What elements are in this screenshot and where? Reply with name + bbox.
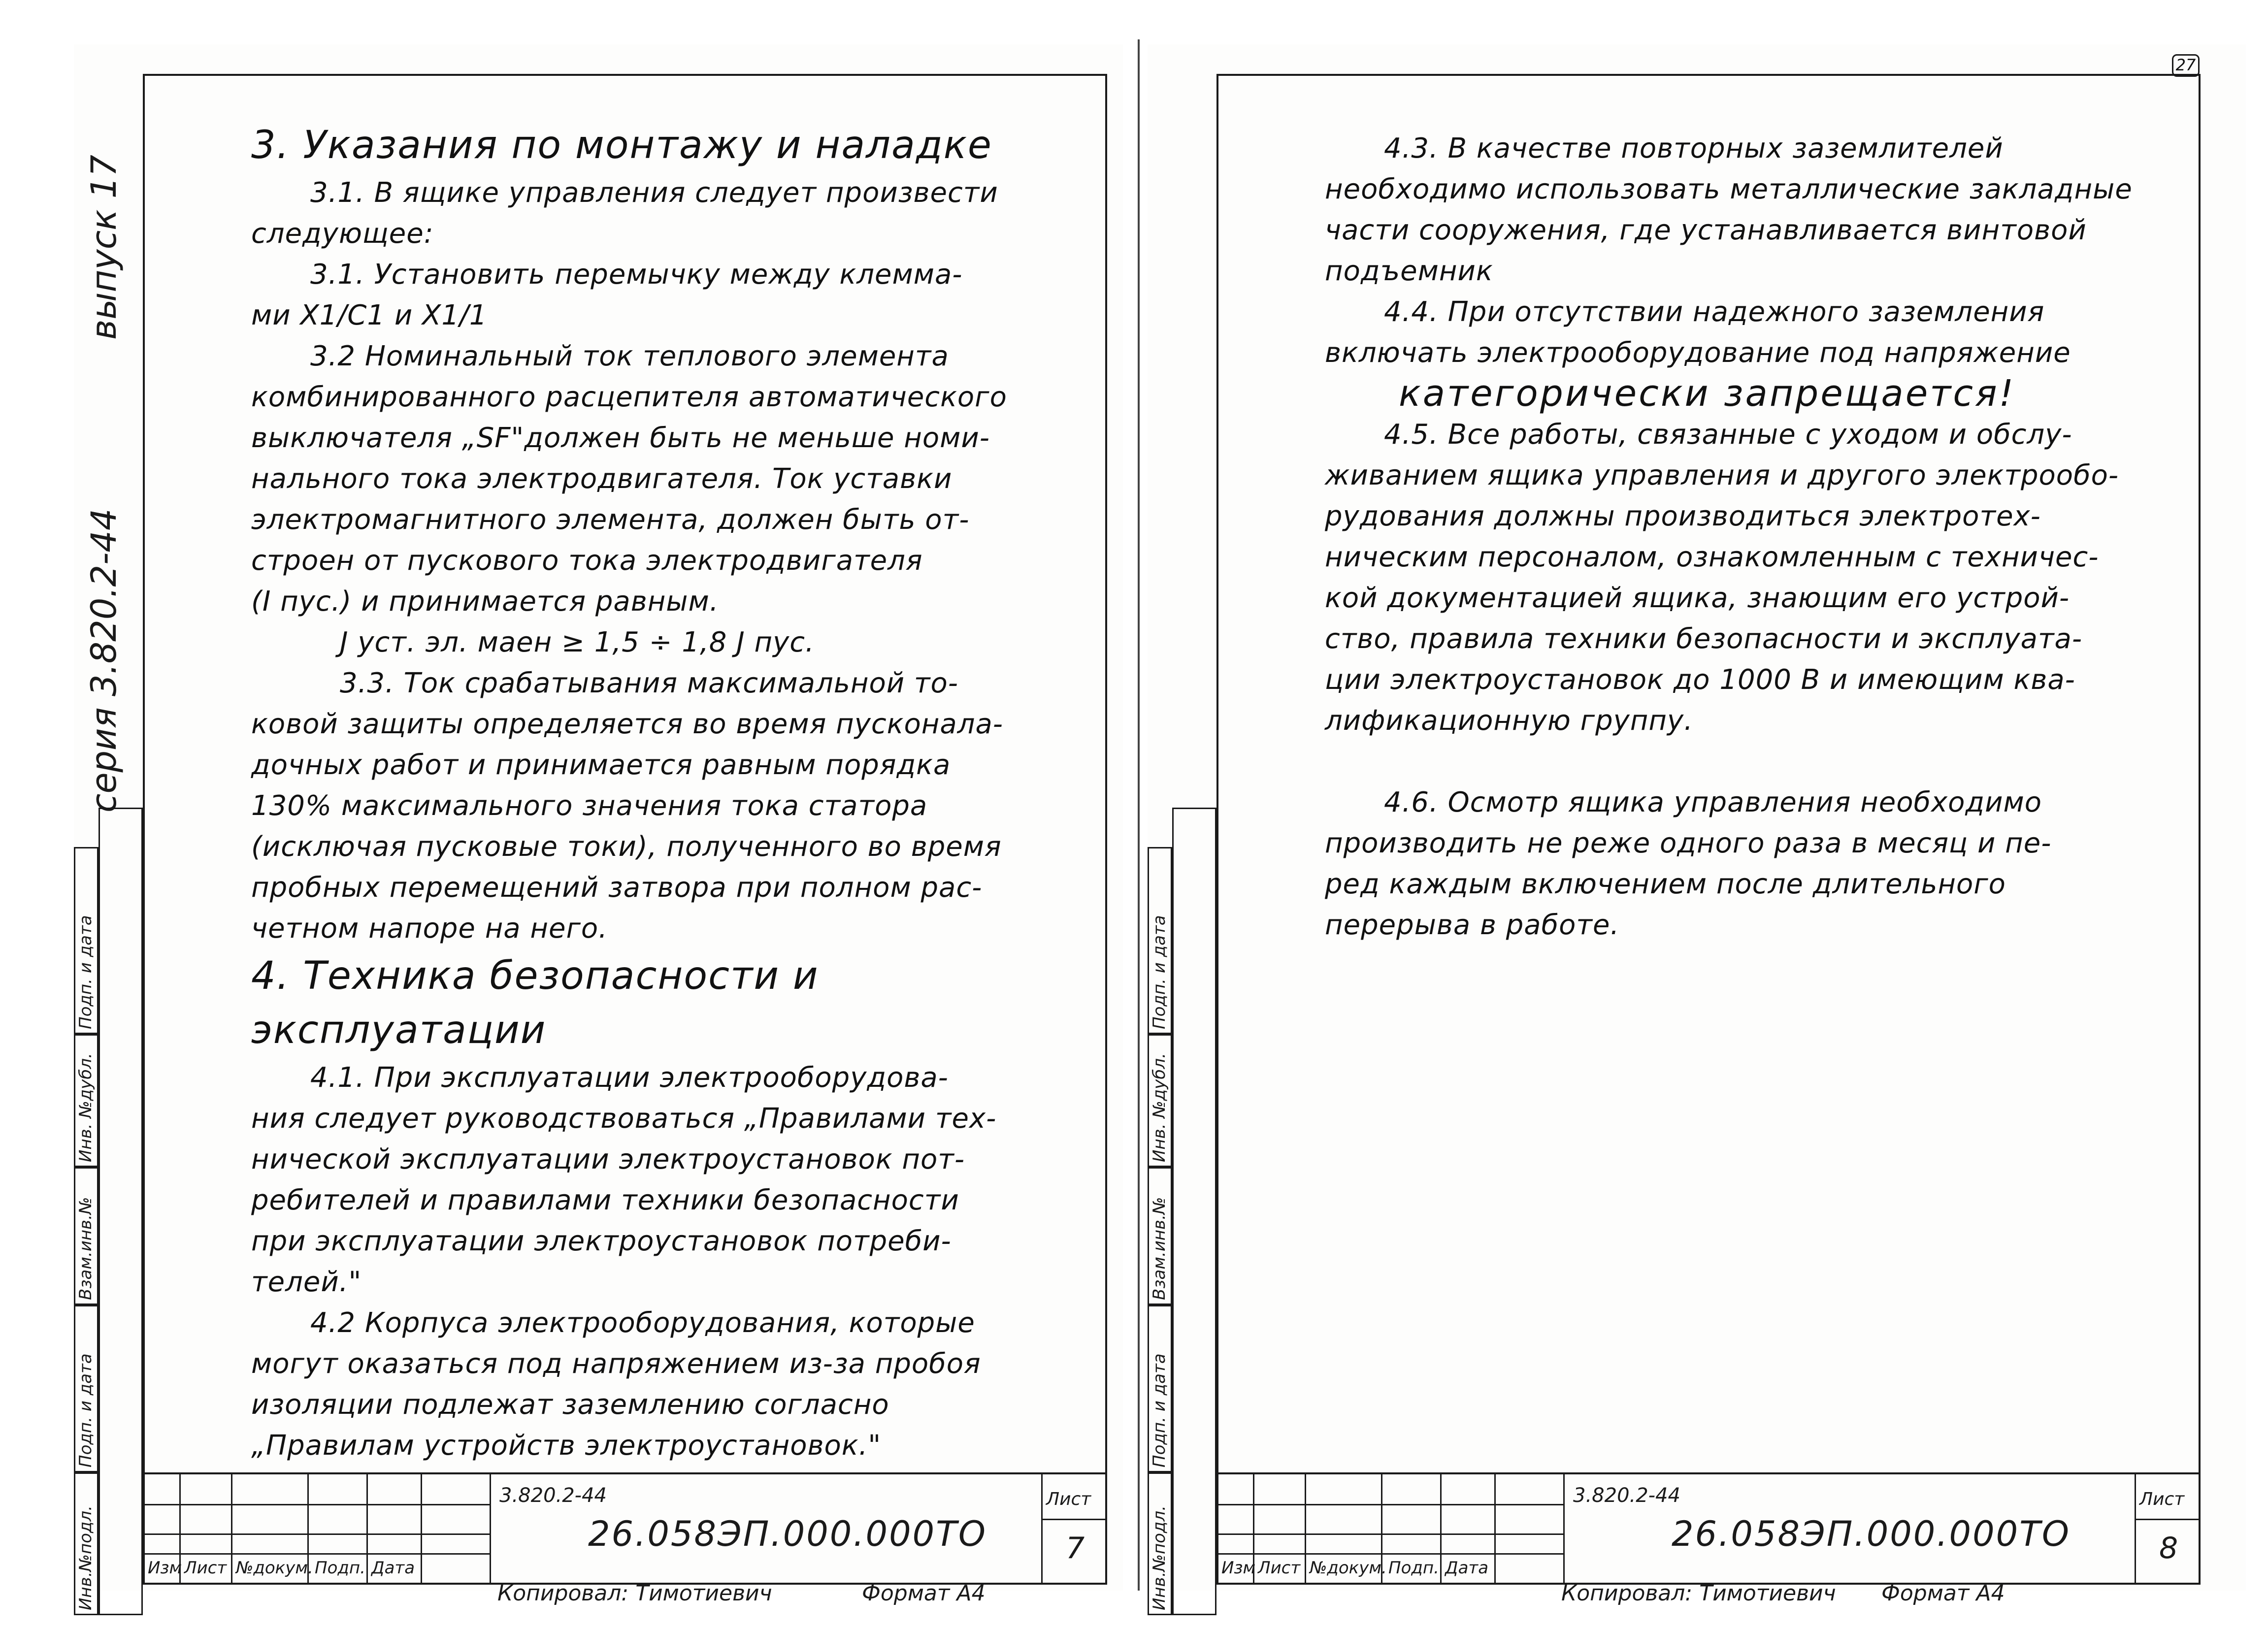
tb-col <box>231 1474 232 1583</box>
side-label-4: Инв. №дубл. <box>1150 1053 1169 1162</box>
line: ребителей и правилами техники безопасности <box>251 1184 959 1216</box>
side-blank-col <box>99 808 143 1615</box>
tb-header-docnum: №докум. <box>1310 1558 1387 1578</box>
line: необходимо использовать металлические закладные <box>1325 173 2133 205</box>
tb-doc-code: 26.058ЭП.000.000ТО <box>588 1514 987 1554</box>
line: 4.6. Осмотр ящика управления необходимо <box>1384 786 2042 818</box>
tb-series-code: 3.820.2-44 <box>1573 1484 1681 1507</box>
line: строен от пускового тока электродвигателя <box>251 545 923 577</box>
series-label: серия 3.820.2-44 <box>84 508 124 813</box>
tb-header-sign: Подп. <box>315 1558 365 1578</box>
tb-col <box>366 1474 368 1583</box>
tb-header-list: Лист <box>1258 1558 1301 1578</box>
line: ции электроустановок до 1000 В и имеющим ква- <box>1325 664 2075 696</box>
tb-sheet-number: 8 <box>2159 1531 2178 1565</box>
line: ство, правила техники безопасности и эксплуата- <box>1325 623 2083 655</box>
line: 130% максимального значения тока статора <box>251 790 928 822</box>
line: комбинированного расцепителя автоматического <box>251 381 1007 413</box>
tb-col <box>1563 1474 1565 1583</box>
side-label-5: Подп. и дата <box>76 915 96 1029</box>
tb-doc-code: 26.058ЭП.000.000ТО <box>1672 1514 2071 1554</box>
line: четном напоре на него. <box>251 912 608 945</box>
tb-col <box>1041 1474 1043 1583</box>
tb-header-izm: Изм <box>148 1558 182 1578</box>
tb-col <box>421 1474 422 1583</box>
line: (исключая пусковые токи), полученного во время <box>251 831 1002 863</box>
line: „Правилам устройств электроустановок." <box>251 1430 882 1462</box>
line: нической эксплуатации электроустановок пот- <box>251 1143 965 1175</box>
tb-rule <box>145 1504 490 1505</box>
tb-header-date: Дата <box>371 1558 415 1578</box>
line: при эксплуатации электроустановок потреби- <box>251 1225 952 1257</box>
copied-by: Копировал: Тимотиевич <box>497 1581 772 1606</box>
tb-col <box>490 1474 491 1583</box>
line: перерыва в работе. <box>1325 909 1620 941</box>
line: дочных работ и принимается равным порядка <box>251 749 951 781</box>
spacer <box>1325 741 2192 782</box>
copied-by: Копировал: Тимотиевич <box>1561 1581 1836 1606</box>
line: 4.4. При отсутствии надежного заземления <box>1384 296 2045 328</box>
line: следующее: <box>251 218 434 250</box>
line: 4.1. При эксплуатации электрооборудова- <box>310 1062 949 1094</box>
tb-sheet-label: Лист <box>1046 1489 1091 1509</box>
line: изоляции подлежат заземлению согласно <box>251 1389 889 1421</box>
formula-line: J уст. эл. маен ≥ 1,5 ÷ 1,8 J пус. <box>340 626 815 658</box>
line: 3.2 Номинальный ток теплового элемента <box>310 340 949 372</box>
issue-label: выпуск 17 <box>84 155 124 340</box>
side-label-3: Взам.инв.№ <box>76 1197 96 1300</box>
line: ния следует руководствоваться „Правилами тех- <box>251 1103 997 1135</box>
line: могут оказаться под напряжением из-за пробоя <box>251 1348 981 1380</box>
line: 4.2 Корпуса электрооборудования, которые <box>310 1307 975 1339</box>
left-title-block <box>143 1472 1107 1585</box>
tb-col <box>2135 1474 2136 1583</box>
section-4-heading: 4. Техника безопасности и эксплуатации <box>251 954 819 1052</box>
side-label-2: Подп. и дата <box>1150 1353 1169 1467</box>
tb-header-docnum: №докум. <box>236 1558 313 1578</box>
tb-col <box>1440 1474 1442 1583</box>
line: ми X1/C1 и X1/1 <box>251 299 488 331</box>
tb-sheet-number: 7 <box>1066 1531 1085 1565</box>
line: части сооружения, где устанавливается винтовой <box>1325 214 2087 246</box>
side-label-2: Подп. и дата <box>76 1353 96 1467</box>
line: кой документацией ящика, знающим его устрой- <box>1325 582 2070 614</box>
right-title-block <box>1216 1472 2201 1585</box>
right-body-text <box>1325 128 2192 945</box>
warning-line: категорически запрещается! <box>1399 372 2016 415</box>
line: лификационную группу. <box>1325 705 1693 737</box>
left-body-text <box>251 118 1118 1466</box>
tb-header-izm: Изм <box>1221 1558 1256 1578</box>
right-sheet <box>1148 44 2246 1610</box>
line: включать электрооборудование под напряжение <box>1325 337 2071 369</box>
line: ковой защиты определяется во время пусконала- <box>251 708 1003 740</box>
line: (I пус.) и принимается равным. <box>251 586 719 618</box>
line: подъемник <box>1325 255 1493 287</box>
section-3-heading: 3. Указания по монтажу и наладке <box>251 123 992 167</box>
line: живанием ящика управления и другого электрообо- <box>1325 459 2119 491</box>
tb-rule <box>145 1553 490 1555</box>
tb-rule <box>2135 1519 2199 1520</box>
line: рудования должны производиться электротех- <box>1325 500 2041 532</box>
line: 4.3. В качестве повторных заземлителей <box>1384 132 2004 164</box>
tb-sheet-label: Лист <box>2139 1489 2185 1509</box>
side-label-1: Инв.№подл. <box>76 1505 96 1610</box>
side-stamp-column <box>74 808 143 1615</box>
line: пробных перемещений затвора при полном рас- <box>251 872 983 904</box>
line: 3.1. Установить перемычку между клемма- <box>310 259 963 291</box>
tb-header-sign: Подп. <box>1388 1558 1439 1578</box>
tb-rule <box>1218 1533 1563 1535</box>
line: ред каждым включением после длительного <box>1325 868 2006 900</box>
line: 4.5. Все работы, связанные с уходом и обслу- <box>1384 419 2072 451</box>
page-number-mark: 27 <box>2172 54 2200 77</box>
tb-rule <box>145 1533 490 1535</box>
line: выключателя „SF"должен быть не меньше номи- <box>251 422 990 454</box>
tb-rule <box>1218 1504 1563 1505</box>
line: 3.3. Ток срабатывания максимальной то- <box>340 667 958 699</box>
line: ническим персоналом, ознакомленным с техничес- <box>1325 541 2099 573</box>
tb-series-code: 3.820.2-44 <box>499 1484 607 1507</box>
spine-line <box>1138 39 1140 1591</box>
side-blank-col <box>1172 808 1216 1615</box>
line: электромагнитного элемента, должен быть от- <box>251 504 970 536</box>
left-sheet <box>74 44 1123 1610</box>
tb-rule <box>1218 1553 1563 1555</box>
tb-col <box>1305 1474 1306 1583</box>
side-label-3: Взам.инв.№ <box>1150 1197 1169 1300</box>
side-label-5: Подп. и дата <box>1150 915 1169 1029</box>
line: производить не реже одного раза в месяц и пе- <box>1325 827 2052 859</box>
line: нального тока электродвигателя. Ток уставки <box>251 463 953 495</box>
tb-col <box>1494 1474 1496 1583</box>
side-label-4: Инв. №дубл. <box>76 1053 96 1162</box>
format-label: Формат А4 <box>862 1581 986 1606</box>
line: телей." <box>251 1266 362 1298</box>
tb-rule <box>1041 1519 1105 1520</box>
tb-header-list: Лист <box>184 1558 227 1578</box>
line: 3.1. В ящике управления следует произвести <box>310 177 998 209</box>
format-label: Формат А4 <box>1881 1581 2005 1606</box>
side-label-1: Инв.№подл. <box>1150 1505 1169 1610</box>
right-side-stamp-column <box>1148 808 1216 1615</box>
tb-header-date: Дата <box>1445 1558 1489 1578</box>
